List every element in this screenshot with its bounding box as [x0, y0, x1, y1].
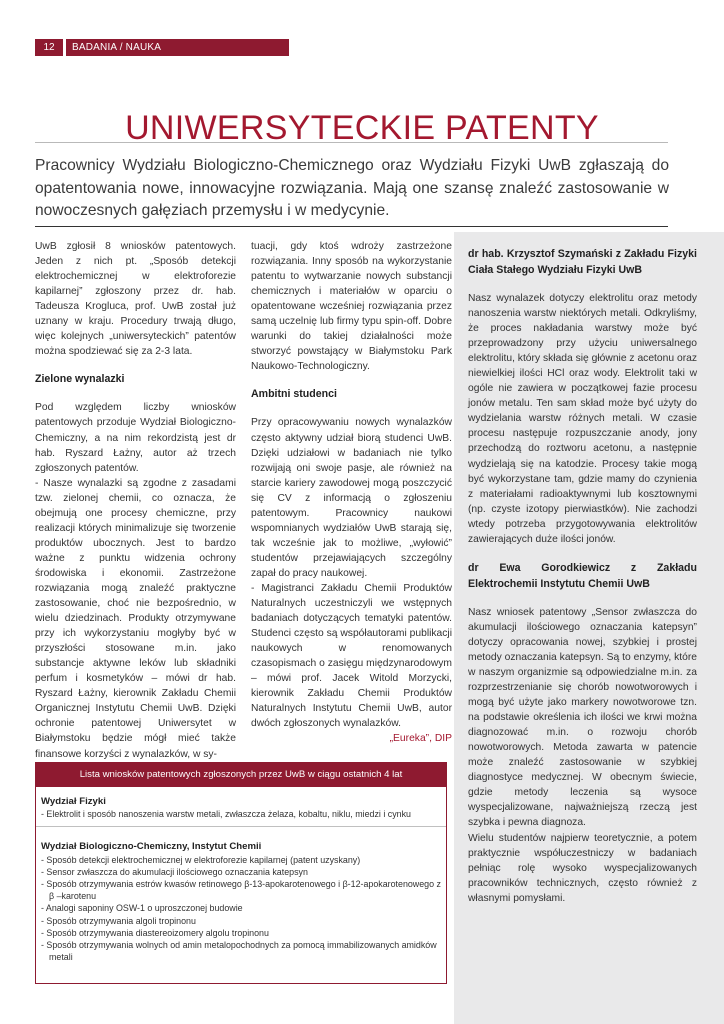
paragraph: Przy opracowywaniu nowych wynalazków często aktywny udział biorą studenci UwB. Dzięki udziałowi w badaniach nie tylko rozwijają oni swoje pasje, ale również na starcie kariery zawodowej mogą poszczycić się CV z informacją o zgłoszeniu patentowym. Pracownicy naukowi wspomnianych wydziałów UwB starają się, tak wcześnie jak to możliwe, „wyłowić” studentów przejawiających szczególny zapał do pracy naukowej. [251, 417, 452, 579]
patent-list-box [35, 762, 447, 984]
list-item: - Sensor zwłaszcza do akumulacji ilościowego oznaczania katepsyn [41, 866, 308, 877]
list-item: - Sposób otrzymywania estrów kwasów retinowego β-13-apokarotenowego i β-12-apokarotenowego z β –karotenu [41, 879, 441, 902]
list-item: - Sposób detekcji elektrochemicznej w elektroforezie kapilarnej (patent uzyskany) [41, 854, 361, 865]
article-column-1 [35, 239, 236, 762]
paragraph: Wielu studentów najpierw teoretycznie, a potem praktycznie współuczestniczy w badaniach pełniąc rolę wysoko wyspecjalizowanych pracowników technicznych, często również z własnymi pomysłami. [468, 832, 697, 904]
section-label: BADANIA / NAUKA [66, 39, 289, 56]
paragraph: Nasz wynalazek dotyczy elektrolitu oraz metody nanoszenia warstw niektórych metali. Odkryliśmy, że proces nakładania warstwy może być przeprowadzony przy użyciu uniwersalnego elektrolitu, który składa się głównie z acetonu oraz niewielkiej ilości HCl oraz wody. Elektrolit taki w ogóle nie zawiera w początkowej fazie procesu jonów metalu. Ten sam skład może być użyty do wydzielania warstw różnych metali. W czasie procesu następuje rozpuszczanie anody, jony przechodzą do roztworu acetonu, a następnie wydzielają się na katodzie. Procesy takie mogą być wykorzystane tam, gdzie mamy do czynienia z materiałami radioaktywnymi lub kosztownymi (np. czyste izotopy pierwiastków). Nie zachodzi wtedy potrzeba przygotowywania elektrolitów zawierających duże ilości jonów. [468, 293, 697, 545]
article-signature: „Eureka”, DIP [389, 733, 452, 745]
faculty-heading: Wydział Biologiczno-Chemiczny, Instytut Chemii [41, 841, 262, 853]
faculty-heading: Wydział Fizyki [41, 796, 106, 807]
title-divider [35, 142, 668, 143]
sidebar-heading: dr hab. Krzysztof Szymański z Zakładu Fizyki Ciała Stałego Wydziału Fizyki UwB [468, 248, 697, 276]
section-heading: Zielone wynalazki [35, 373, 125, 386]
lead-divider [35, 226, 668, 227]
sidebar-content [468, 246, 697, 906]
list-item: - Sposób otrzymywania algoli tropinonu [41, 915, 196, 926]
page-header [35, 39, 289, 56]
article-title: UNIWERSYTECKIE PATENTY [125, 108, 599, 147]
patent-list [41, 854, 441, 964]
page-number: 12 [35, 39, 63, 56]
list-item: - Sposób otrzymywania wolnych od amin metalopochodnych za pomocą immabilizowanych amidków metali [41, 940, 437, 963]
paragraph: - Nasze wynalazki są zgodne z zasadami tzw. zielonej chemii, co oznacza, że obejmują one procesy chemiczne, przy realizacji których minimalizuje się tworzenie produktów ubocznych. Jest to bardzo ważne z punktu widzenia ochrony środowiska i ekonomii. Zastrzeżone rozwiązania mogą znaleźć praktyczne zastosowanie, choć nie bezpośrednio, w wielu dziedzinach. Produkty otrzymywane przy ich wykorzystaniu mogłyby być w przyszłości stosowane m.in. jako substancje aktywne leków lub składniki perfum i kosmetyków – mówi dr hab. Ryszard Łażny, kierownik Zakładu Chemii Organicznej Instytutu Chemii UwB. Dzięki ochronie patentowej Uniwersytet w Białymstoku będzie mógł mieć także finansowe korzyści z wynalazków, w sy- [35, 477, 236, 760]
sidebar-heading: dr Ewa Gorodkiewicz z Zakładu Elektrochemii Instytutu Chemii UwB [468, 561, 697, 590]
paragraph: UwB zgłosił 8 wniosków patentowych. Jeden z nich pt. „Sposób detekcji elektrochemicznej w elektroforezie kapilarnej” zgłoszony przez dr. hab. Tadeusza Krogluca, prof. UwB został już uznany w kraju. Procedury trwają długo, więc kolejnych „uniwersyteckich” patentów można spodziewać się za 2-3 lata. [35, 241, 236, 358]
patent-list-title: Lista wniosków patentowych zgłoszonych przez UwB w ciągu ostatnich 4 lat [36, 763, 446, 787]
box-divider [36, 826, 446, 827]
article-lead: Pracownicy Wydziału Biologiczno-Chemicznego oraz Wydziału Fizyki UwB zgłaszają do opatentowania nowe, innowacyjne rozwiązania. Mają one szansę znaleźć zastosowanie w nowoczesnych gałęziach przemysłu i w medycynie. [35, 157, 669, 219]
section-heading: Ambitni studenci [251, 388, 337, 401]
list-item: - Sposób otrzymywania diastereoizomery algolu tropinonu [41, 927, 269, 938]
paragraph: Pod względem liczby wniosków patentowych przoduje Wydział Biologiczno-Chemiczny, a na nim rekordzistą jest dr hab. Ryszard Łażny, autor aż trzech zgłoszonych patentów. [35, 402, 236, 474]
paragraph: tuacji, gdy ktoś wdroży zastrzeżone rozwiązania. Inny sposób na wykorzystanie patentu to wytwarzanie nowych substancji chemicznych i materiałów w oparciu o opatentowane wcześniej rozwiązania przez samą uczelnię lub firmy typu spin-off. Dobre warunki do takiej działalności może stworzyć powstający w Białymstoku Park Naukowo-Technologiczny. [251, 241, 452, 373]
patent-list [41, 808, 441, 820]
paragraph: - Magistranci Zakładu Chemii Produktów Naturalnych uczestniczyli we wstępnych badaniach dotyczących tematyki patentów. Studenci często są współautorami publikacji naukowych w renomowanych czasopismach o zasięgu międzynarodowym – mówi prof. Jacek Witold Morzycki, kierownik Zakładu Chemii Produktów Naturalnych Instytutu Chemii UwB, autor dwóch zgłoszonych wynalazków. [251, 582, 452, 730]
list-item: - Analogi saponiny OSW-1 o uproszczonej budowie [41, 903, 243, 914]
paragraph: Nasz wniosek patentowy „Sensor zwłaszcza do akumulacji ilościowego oznaczania katepsyn” dotyczy opracowania nowej, szybkiej i prostej metody oznaczania katepsyn. Są to enzymy, które w naszym organizmie są odpowiedzialne m.in. za rozprzestrzenianie się chorób nowotworowych i mogą być użyte jako markery nowotworowe tzn. na podstawie określenia ich ilości we krwi można diagnozować m.in. o rozwoju chorób nowotworowych. Metoda zawarta w patencie może znaleźć zastosowanie w szybkiej diagnostyce medycznej. W obecnym świecie, gdzie metody leczenia są wysoce wyspecjalizowane, najważniejszą rzeczą jest szybka i pewna diagnoza. [468, 606, 697, 829]
list-item: - Elektrolit i sposób nanoszenia warstw metali, zwłaszcza żelaza, kobaltu, niklu, miedzi i cynku [41, 809, 411, 820]
article-column-2 [251, 239, 452, 747]
